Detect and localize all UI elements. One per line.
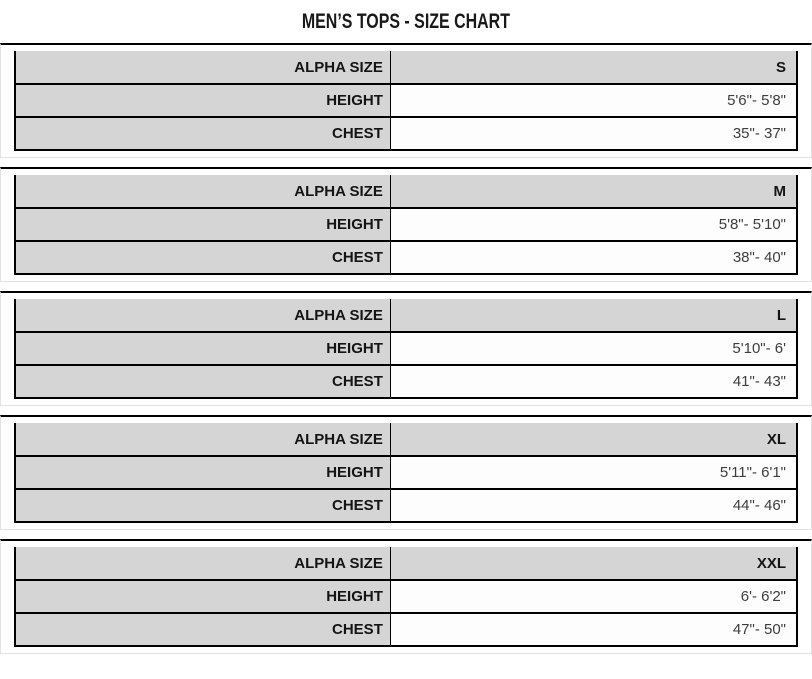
size-block-s [0,43,812,158]
chest-label: CHEST [15,489,390,522]
chest-label: CHEST [15,365,390,398]
height-label: HEIGHT [15,84,390,117]
size-table-l [14,299,798,399]
height-label: HEIGHT [15,208,390,241]
table-row-height [15,580,797,613]
height-value: 5'8"- 5'10" [390,208,797,241]
alpha-size-label: ALPHA SIZE [15,423,390,456]
size-block-l [0,291,812,406]
height-value: 5'11"- 6'1" [390,456,797,489]
table-row-height [15,84,797,117]
table-row-alpha [15,547,797,580]
chest-value: 41"- 43" [390,365,797,398]
table-row-height [15,456,797,489]
height-label: HEIGHT [15,332,390,365]
height-label: HEIGHT [15,580,390,613]
table-row-alpha [15,299,797,332]
table-row-chest [15,613,797,646]
alpha-size-label: ALPHA SIZE [15,51,390,84]
alpha-size-value: XXL [390,547,797,580]
table-row-height [15,332,797,365]
alpha-size-label: ALPHA SIZE [15,175,390,208]
height-label: HEIGHT [15,456,390,489]
chest-value: 47"- 50" [390,613,797,646]
alpha-size-value: S [390,51,797,84]
page-header [0,0,812,43]
alpha-size-value: M [390,175,797,208]
page-title: MEN’S TOPS - SIZE CHART [301,9,511,33]
alpha-size-label: ALPHA SIZE [15,299,390,332]
chest-label: CHEST [15,241,390,274]
table-row-alpha [15,423,797,456]
table-row-chest [15,241,797,274]
height-value: 5'6"- 5'8" [390,84,797,117]
size-table-xxl [14,547,798,647]
alpha-size-label: ALPHA SIZE [15,547,390,580]
chest-value: 44"- 46" [390,489,797,522]
table-row-alpha [15,51,797,84]
size-block-m [0,167,812,282]
chest-value: 35"- 37" [390,117,797,150]
size-table-m [14,175,798,275]
chest-value: 38"- 40" [390,241,797,274]
chest-label: CHEST [15,117,390,150]
height-value: 5'10"- 6' [390,332,797,365]
size-table-xl [14,423,798,523]
table-row-chest [15,365,797,398]
alpha-size-value: L [390,299,797,332]
size-table-s [14,51,798,151]
table-row-chest [15,489,797,522]
size-block-xl [0,415,812,530]
table-row-chest [15,117,797,150]
size-block-xxl [0,539,812,654]
height-value: 6'- 6'2" [390,580,797,613]
table-row-alpha [15,175,797,208]
alpha-size-value: XL [390,423,797,456]
chest-label: CHEST [15,613,390,646]
table-row-height [15,208,797,241]
